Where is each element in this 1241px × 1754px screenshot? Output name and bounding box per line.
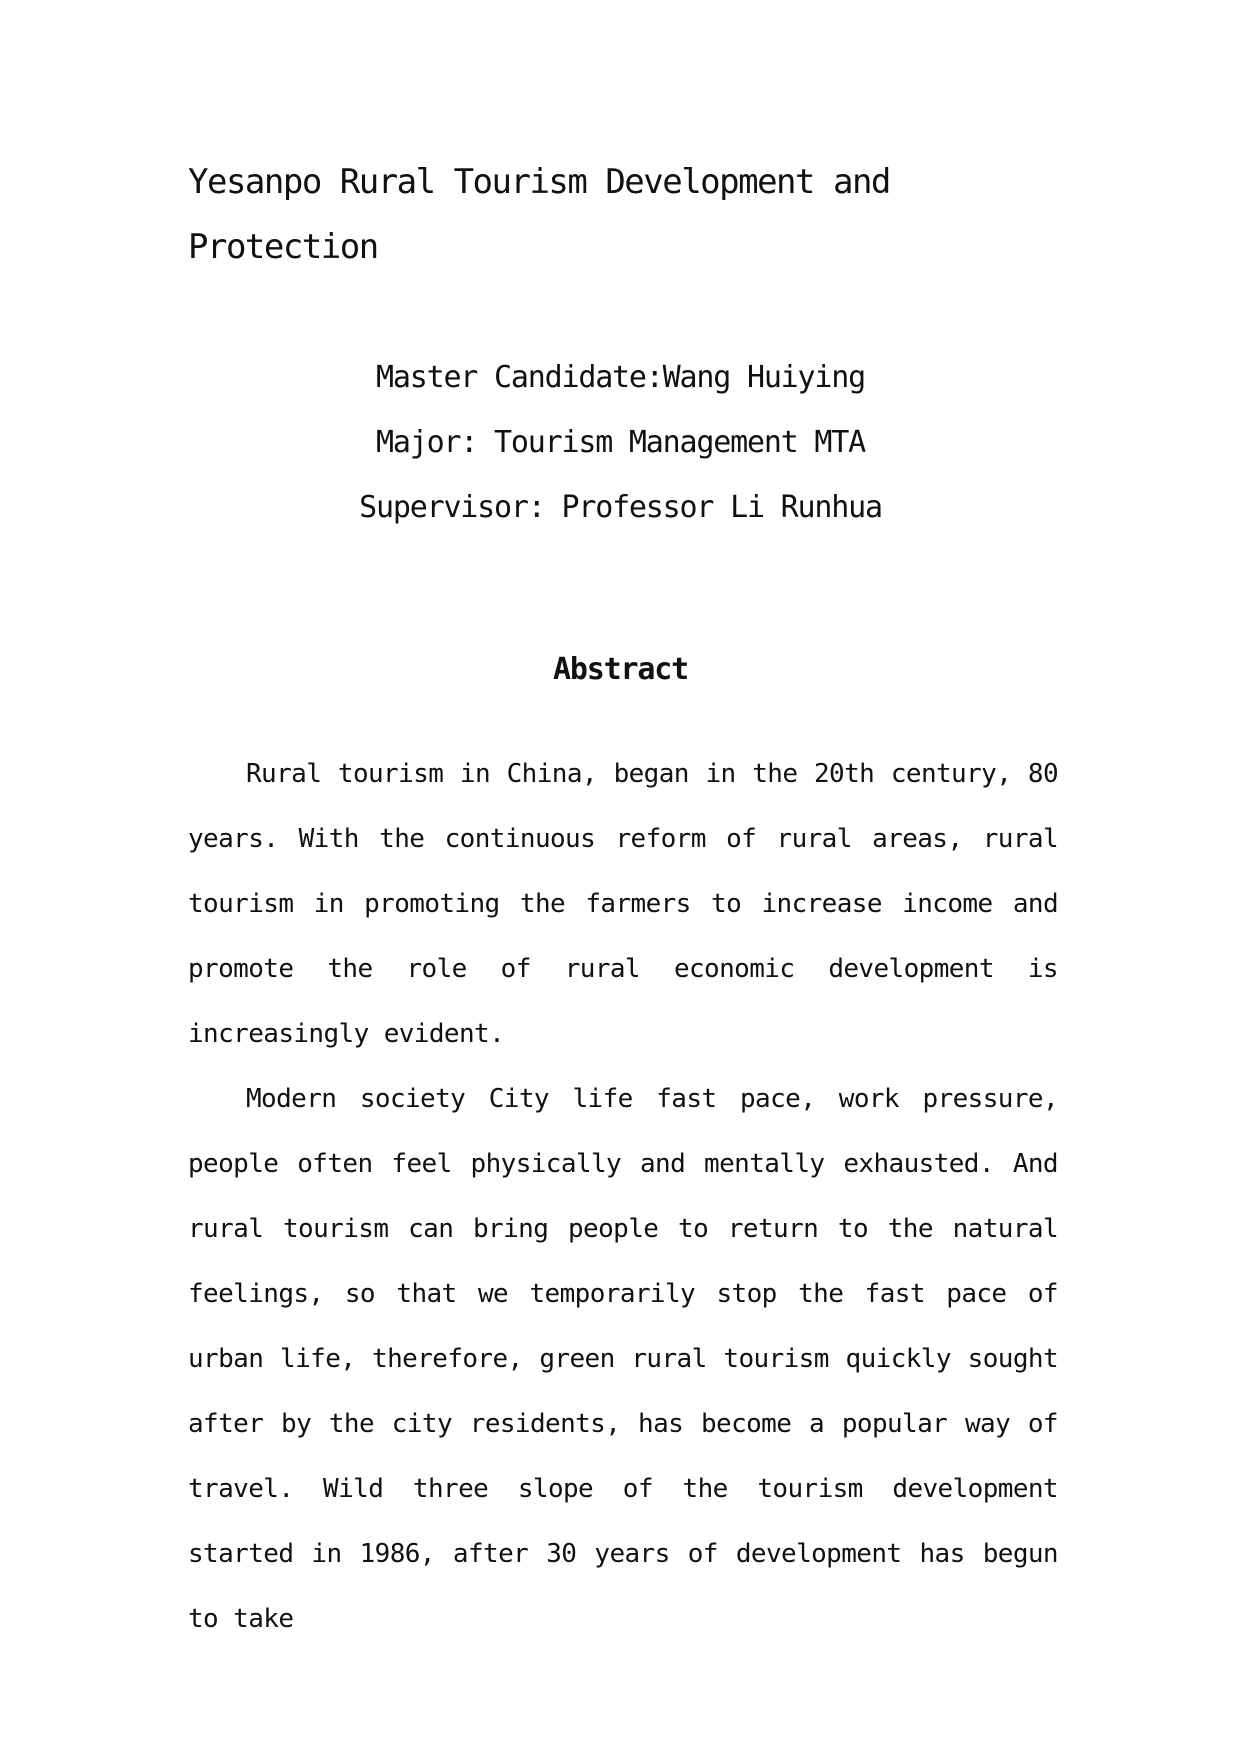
abstract-heading: Abstract bbox=[553, 652, 688, 687]
supervisor-line: Supervisor: Professor Li Runhua bbox=[359, 490, 882, 525]
major-line: Major: Tourism Management MTA bbox=[376, 425, 865, 460]
abstract-paragraph-2: Modern society City life fast pace, work pressure, people often feel physically and mentally exhausted. And rural tourism can bring people to return to the natural feelings, so that we temporarily stop the fast pace of urban life, therefore, green rural tourism quickly sought after by the city residents, has become a popular way of travel. Wild three slope of the tourism development started in 1986, after 30 years of development has begun to take bbox=[188, 1084, 1058, 1634]
candidate-line: Master Candidate:Wang Huiying bbox=[376, 360, 865, 395]
abstract-paragraph-1: Rural tourism in China, began in the 20th century, 80 years. With the continuous reform of rural areas, rural tourism in promoting the farmers to increase income and promote the role of rural economic development is increasingly evident. bbox=[188, 759, 1058, 1049]
abstract-body bbox=[188, 742, 1058, 1652]
document-title: Yesanpo Rural Tourism Development and Protection bbox=[188, 162, 890, 267]
